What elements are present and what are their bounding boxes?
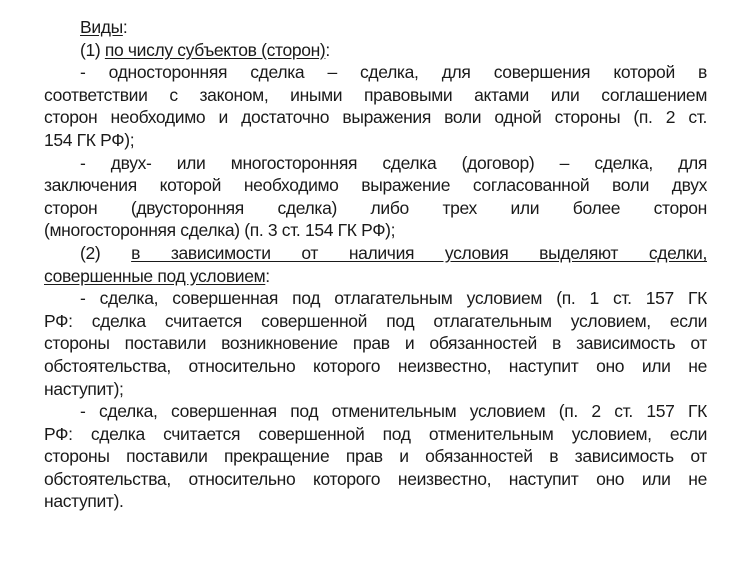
text-line: [44, 106, 707, 129]
text-line: [44, 490, 707, 513]
text-segment: сторон необходимо и достаточно выражения воли одной стороны (п. 2 ст.: [44, 107, 707, 128]
text-line: [44, 39, 707, 62]
underlined-text: Виды: [80, 17, 123, 37]
text-segment: наступит);: [44, 378, 124, 399]
text-segment: (2): [80, 242, 132, 263]
text-line: [44, 423, 707, 446]
text-line: [44, 445, 707, 468]
text-line: [44, 400, 707, 423]
text-line: [44, 84, 707, 107]
text-segment: 154 ГК РФ);: [44, 129, 135, 150]
text-segment: - двух- или многосторонняя сделка (договор) – сделка, для: [80, 152, 707, 173]
text-segment: соответствии с законом, иными правовыми актами или соглашением: [44, 84, 707, 105]
text-segment: - сделка, совершенная под отлагательным условием (п. 1 ст. 157 ГК: [80, 288, 707, 309]
underlined-text: по числу субъектов (сторон): [104, 39, 326, 60]
text-line: [44, 332, 707, 355]
text-segment: - односторонняя сделка – сделка, для совершения которой в: [80, 62, 707, 83]
text-line: [44, 152, 707, 175]
text-line: [44, 197, 707, 220]
text-line: [44, 310, 707, 333]
text-segment: :: [265, 265, 270, 286]
text-line: [44, 129, 707, 152]
text-segment: наступит).: [44, 491, 124, 512]
text-line: [44, 174, 707, 197]
text-segment: РФ: сделка считается совершенной под отлагательным условием, если: [44, 310, 707, 331]
text-segment: - сделка, совершенная под отменительным условием (п. 2 ст. 157 ГК: [80, 401, 707, 422]
underlined-text: в зависимости от наличия условия выделяют сделки,: [131, 242, 707, 263]
text-line: [44, 355, 707, 378]
text-segment: стороны поставили возникновение прав и обязанностей в зависимость от: [44, 333, 707, 354]
text-line: [44, 468, 707, 491]
text-line: [44, 219, 707, 242]
text-line: [44, 378, 707, 401]
underlined-text: совершенные под условием: [44, 265, 266, 286]
text-line: [44, 265, 707, 288]
text-segment: (многосторонняя сделка) (п. 3 ст. 154 ГК РФ);: [44, 220, 396, 241]
text-segment: обстоятельства, относительно которого неизвестно, наступит оно или не: [44, 355, 707, 376]
text-segment: :: [325, 39, 330, 60]
document-body: [44, 16, 707, 513]
text-segment: :: [122, 17, 128, 37]
text-segment: (1): [80, 39, 105, 60]
text-line: [44, 242, 707, 265]
text-line: [44, 287, 707, 310]
text-segment: РФ: сделка считается совершенной под отменительным условием, если: [44, 423, 707, 444]
text-segment: стороны поставили прекращение прав и обязанностей в зависимость от: [44, 446, 707, 467]
text-segment: сторон (двусторонняя сделка) либо трех или более сторон: [44, 197, 707, 218]
text-line: [44, 61, 707, 84]
text-line: [44, 16, 707, 39]
text-segment: обстоятельства, относительно которого неизвестно, наступит оно или не: [44, 468, 707, 489]
text-segment: заключения которой необходимо выражение согласованной воли двух: [44, 175, 707, 196]
